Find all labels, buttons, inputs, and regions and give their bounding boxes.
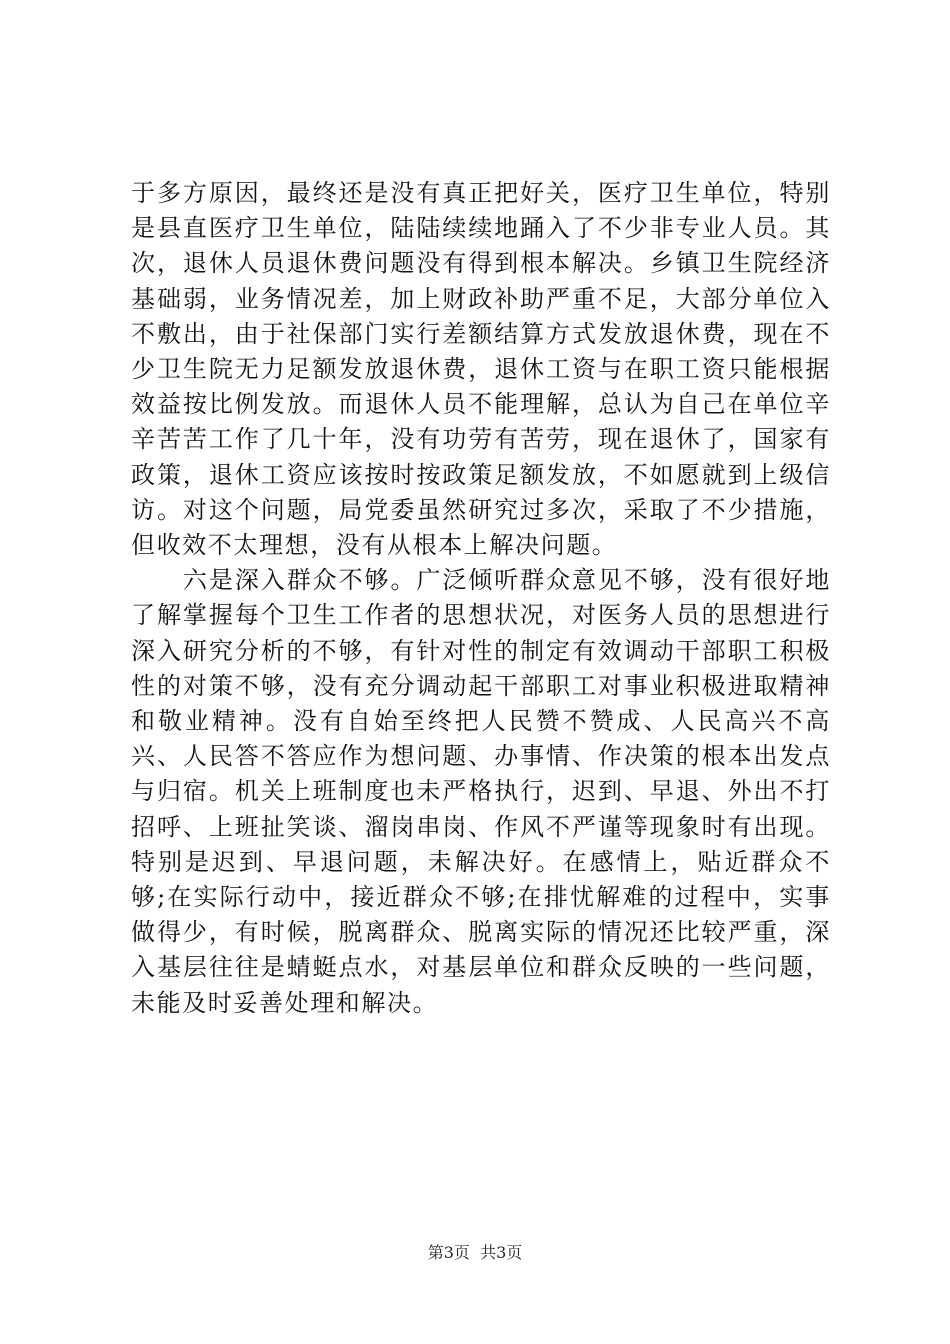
paragraph-continued: 于多方原因，最终还是没有真正把好关，医疗卫生单位，特别是县直医疗卫生单位，陆陆续续地踊入了不少非专业人员。其次，退休人员退休费问题没有得到根本解决。乡镇卫生院经济基础弱，业务情况差，加上财政补助严重不足，大部分单位入不敷出，由于社保部门实行差额结算方式发放退休费，现在不少卫生院无力足额发放退休费，退休工资与在职工资只能根据效益按比例发放。而退休人员不能理解，总认为自己在单位辛辛苦苦工作了几十年，没有功劳有苦劳，现在退休了，国家有政策，退休工资应该按时按政策足额发放，不如愿就到上级信访。对这个问题，局党委虽然研究过多次，采取了不少措施，但收效不太理想，没有从根本上解决问题。 — [131, 179, 831, 560]
paragraph-section-six: 六是深入群众不够。广泛倾听群众意见不够，没有很好地了解掌握每个卫生工作者的思想状况，对医务人员的思想进行深入研究分析的不够，有针对性的制定有效调动干部职工积极性的对策不够，没有充分调动起干部职工对事业积极进取精神和敬业精神。没有自始至终把人民赞不赞成、人民高兴不高兴、人民答不答应作为想问题、办事情、作决策的根本出发点与归宿。机关上班制度也未严格执行，迟到、早退、外出不打招呼、上班扯笑谈、溜岗串岗、作风不严谨等现象时有出现。特别是迟到、早退问题，未解决好。在感情上，贴近群众不够;在实际行动中，接近群众不够;在排忧解难的过程中，实事做得少，有时候，脱离群众、脱离实际的情况还比较严重，深入基层往往是蜻蜓点水，对基层单位和群众反映的一些问题，未能及时妥善处理和解决。 — [131, 566, 831, 1017]
page-number-footer: 第3页 共3页 — [427, 1243, 523, 1262]
document-body — [131, 176, 831, 1021]
